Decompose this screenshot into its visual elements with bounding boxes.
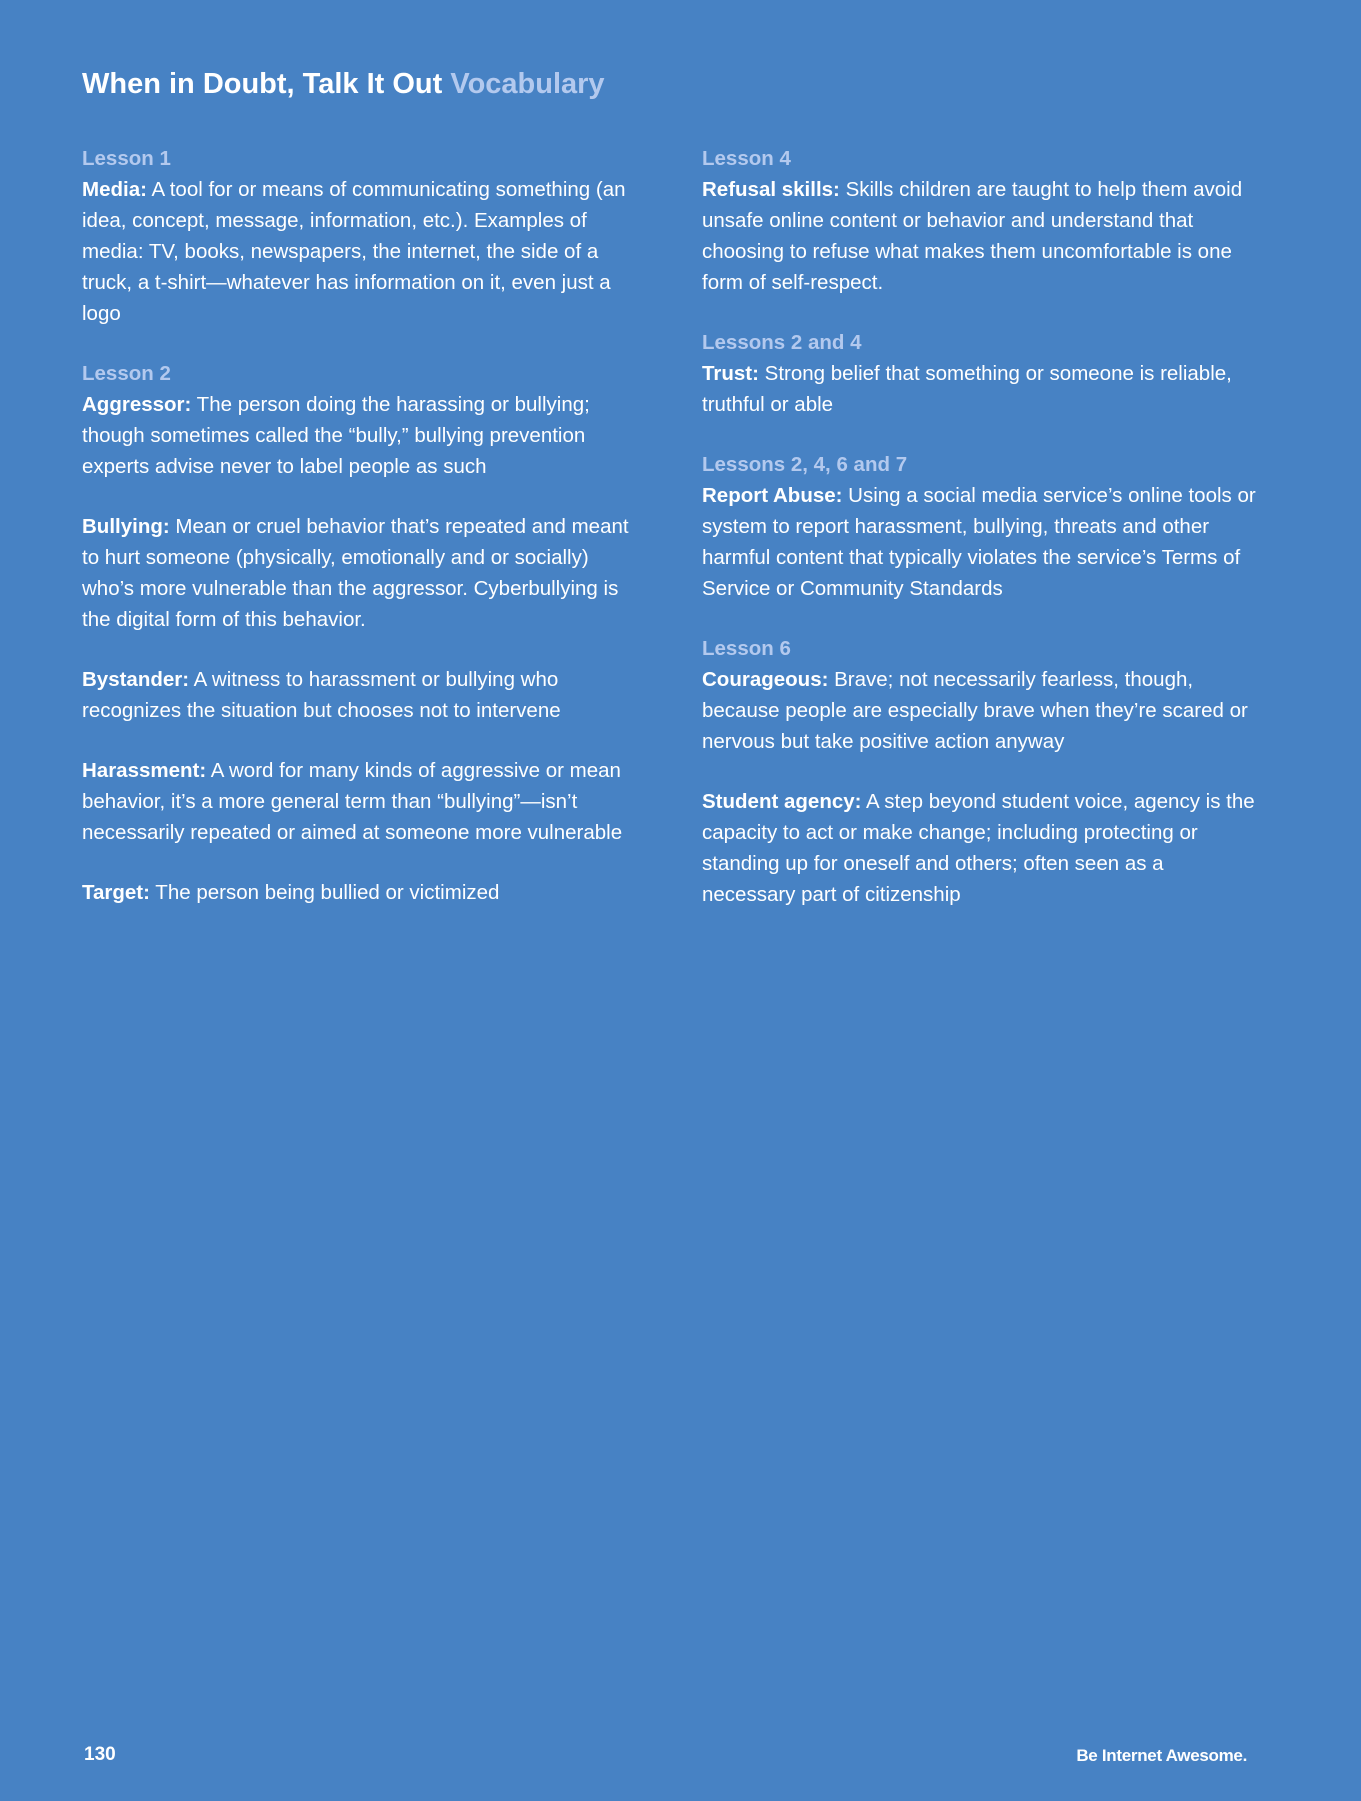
page-title [82, 68, 605, 101]
vocab-entry [702, 358, 1262, 420]
term-definition: Strong belief that something or someone is reliable, truthful or able [702, 362, 1232, 416]
lesson-heading: Lesson 6 [702, 637, 791, 660]
term-name: Bystander: [82, 668, 190, 691]
vocab-entry [82, 174, 642, 329]
term-definition: Brave; not necessarily fearless, though, because people are especially brave when they’re scared or nervous but take positive action anyway [702, 668, 1248, 753]
term-name: Report Abuse: [702, 484, 843, 507]
vocab-entry [82, 755, 642, 848]
vocab-entry [82, 389, 642, 482]
lesson-heading: Lessons 2, 4, 6 and 7 [702, 453, 908, 476]
term-name: Aggressor: [82, 393, 192, 416]
term-name: Media: [82, 178, 147, 201]
vocab-entry [702, 786, 1262, 910]
term-definition: The person doing the harassing or bullying; though sometimes called the “bully,” bullying prevention experts advise never to label people as such [82, 393, 590, 478]
term-definition: A step beyond student voice, agency is the capacity to act or make change; including protecting or standing up for oneself and others; often seen as a necessary part of citizenship [702, 790, 1255, 906]
vocab-entry [702, 480, 1262, 604]
term-name: Refusal skills: [702, 178, 840, 201]
lesson-group [702, 449, 1262, 604]
term-definition: Mean or cruel behavior that’s repeated and meant to hurt someone (physically, emotionally and or socially) who’s more vulnerable than the aggressor. Cyberbullying is the digital form of this behavior. [82, 515, 629, 631]
lesson-heading: Lesson 1 [82, 147, 171, 170]
lesson-heading: Lesson 2 [82, 362, 171, 385]
lesson-group [702, 633, 1262, 910]
term-definition: A tool for or means of communicating something (an idea, concept, message, information, etc.). Examples of media: TV, books, newspapers, the internet, the side of a truck, a t-shirt—whatever has information on it, even just a logo [82, 178, 626, 325]
term-name: Target: [82, 881, 150, 904]
lesson-group [702, 327, 1262, 420]
title-accent: Vocabulary [450, 68, 605, 100]
lesson-group [702, 143, 1262, 298]
title-main: When in Doubt, Talk It Out [82, 68, 443, 100]
lesson-heading: Lesson 4 [702, 147, 791, 170]
vocab-entry [82, 664, 642, 726]
term-definition: The person being bullied or victimized [149, 881, 500, 904]
lesson-heading: Lessons 2 and 4 [702, 331, 862, 354]
term-name: Harassment: [82, 759, 207, 782]
term-name: Bullying: [82, 515, 170, 538]
page-number: 130 [84, 1744, 116, 1765]
term-definition: Skills children are taught to help them avoid unsafe online content or behavior and understand that choosing to refuse what makes them uncomfortable is one form of self-respect. [702, 178, 1243, 294]
term-definition: A word for many kinds of aggressive or mean behavior, it’s a more general term than “bullying”—isn’t necessarily repeated or aimed at someone more vulnerable [82, 759, 623, 844]
lesson-group [82, 143, 642, 329]
left-column [82, 143, 642, 937]
vocab-entry [82, 511, 642, 635]
term-definition: A witness to harassment or bullying who recognizes the situation but chooses not to intervene [82, 668, 561, 722]
brand-logo-text: Be Internet Awesome. [1076, 1746, 1247, 1765]
term-definition: Using a social media service’s online tools or system to report harassment, bullying, threats and other harmful content that typically violates the service’s Terms of Service or Community Standards [702, 484, 1256, 600]
term-name: Trust: [702, 362, 759, 385]
vocab-entry [702, 664, 1262, 757]
vocab-entry [702, 174, 1262, 298]
right-column [702, 143, 1262, 939]
term-name: Student agency: [702, 790, 862, 813]
vocab-entry [82, 877, 642, 908]
term-name: Courageous: [702, 668, 829, 691]
lesson-group [82, 358, 642, 908]
